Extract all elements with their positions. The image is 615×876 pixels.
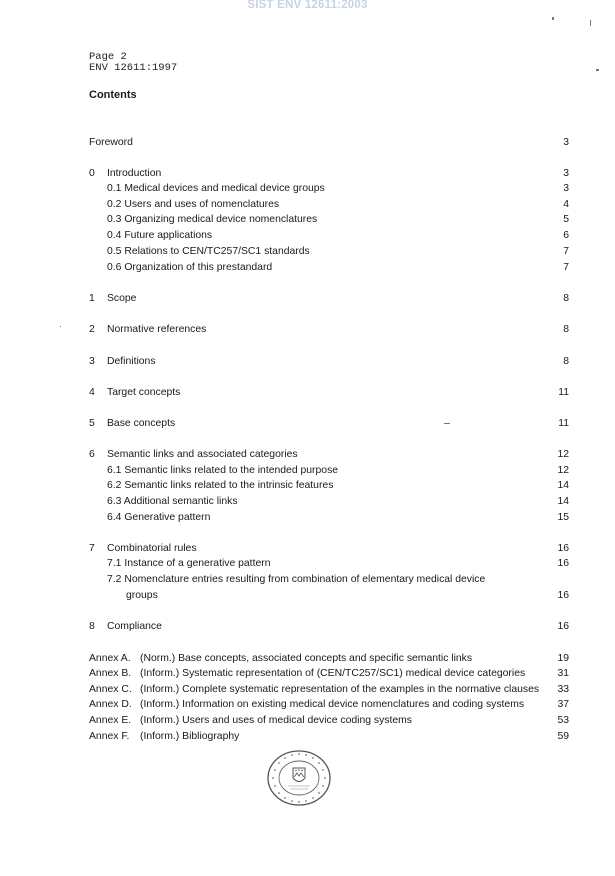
toc-entry-section: 4 Target concepts 11 <box>89 387 569 398</box>
scan-speck <box>590 20 591 26</box>
toc-entry-section: 1 Scope 8 <box>89 293 569 304</box>
toc-entry-section: 0 Introduction 3 <box>89 168 569 179</box>
toc-entry-subsection: 6.4 Generative pattern 15 <box>107 512 569 523</box>
toc-entry-subsection: 0.1 Medical devices and medical device groups 3 <box>107 183 569 194</box>
scan-speck <box>60 326 61 327</box>
annex-entry: Annex F. (Inform.) Bibliography 59 <box>89 731 569 742</box>
toc-entry-subsection: 0.5 Relations to CEN/TC257/SC1 standards 7 <box>107 246 569 257</box>
toc-entry-subsection: 6.2 Semantic links related to the intrinsic features 14 <box>107 480 569 491</box>
toc-entry-subsection: 6.1 Semantic links related to the intended purpose 12 <box>107 465 569 476</box>
annex-entry: Annex C. (Inform.) Complete systematic representation of the examples in the normative clauses 33 <box>89 684 569 695</box>
toc-entry-subsection: 0.6 Organization of this prestandard 7 <box>107 262 569 273</box>
toc-entry-section: 5 Base concepts 11 <box>89 418 569 429</box>
official-seal-stamp <box>266 749 332 812</box>
watermark: SIST ENV 12611:2003 <box>247 0 368 11</box>
annex-entry: Annex D. (Inform.) Information on existing medical device nomenclatures and coding systems 37 <box>89 699 569 710</box>
toc-entry-subsection: 7.1 Instance of a generative pattern 16 <box>107 558 569 569</box>
scan-speck <box>596 69 599 71</box>
toc-entry-subsection-continued: groups 16 <box>126 590 569 601</box>
toc-entry-section: 6 Semantic links and associated categories 12 <box>89 449 569 460</box>
toc-entry-subsection: 0.4 Future applications 6 <box>107 230 569 241</box>
page-title: Contents <box>89 89 137 101</box>
toc-entry-subsection: 0.3 Organizing medical device nomenclatures 5 <box>107 214 569 225</box>
toc-entry-section: 3 Definitions 8 <box>89 356 569 367</box>
annex-entry: Annex E. (Inform.) Users and uses of medical device coding systems 53 <box>89 715 569 726</box>
toc-entry-subsection: 7.2 Nomenclature entries resulting from combination of elementary medical device <box>107 574 486 585</box>
document-id: ENV 12611:1997 <box>89 62 178 74</box>
page-number-label: Page 2 <box>89 51 127 63</box>
annex-entry: Annex B. (Inform.) Systematic representation of (CEN/TC257/SC1) medical device categories 31 <box>89 668 569 679</box>
toc-entry-section: 2 Normative references 8 <box>89 324 569 335</box>
toc-entry-section: 8 Compliance 16 <box>89 621 569 632</box>
toc-entry-subsection: 0.2 Users and uses of nomenclatures 4 <box>107 199 569 210</box>
scan-speck <box>552 17 554 20</box>
toc-entry-foreword: Foreword 3 <box>89 137 569 148</box>
scan-speck <box>444 423 450 424</box>
annex-entry: Annex A. (Norm.) Base concepts, associated concepts and specific semantic links 19 <box>89 653 569 664</box>
toc-entry-section: 7 Combinatorial rules 16 <box>89 543 569 554</box>
toc-entry-subsection: 6.3 Additional semantic links 14 <box>107 496 569 507</box>
